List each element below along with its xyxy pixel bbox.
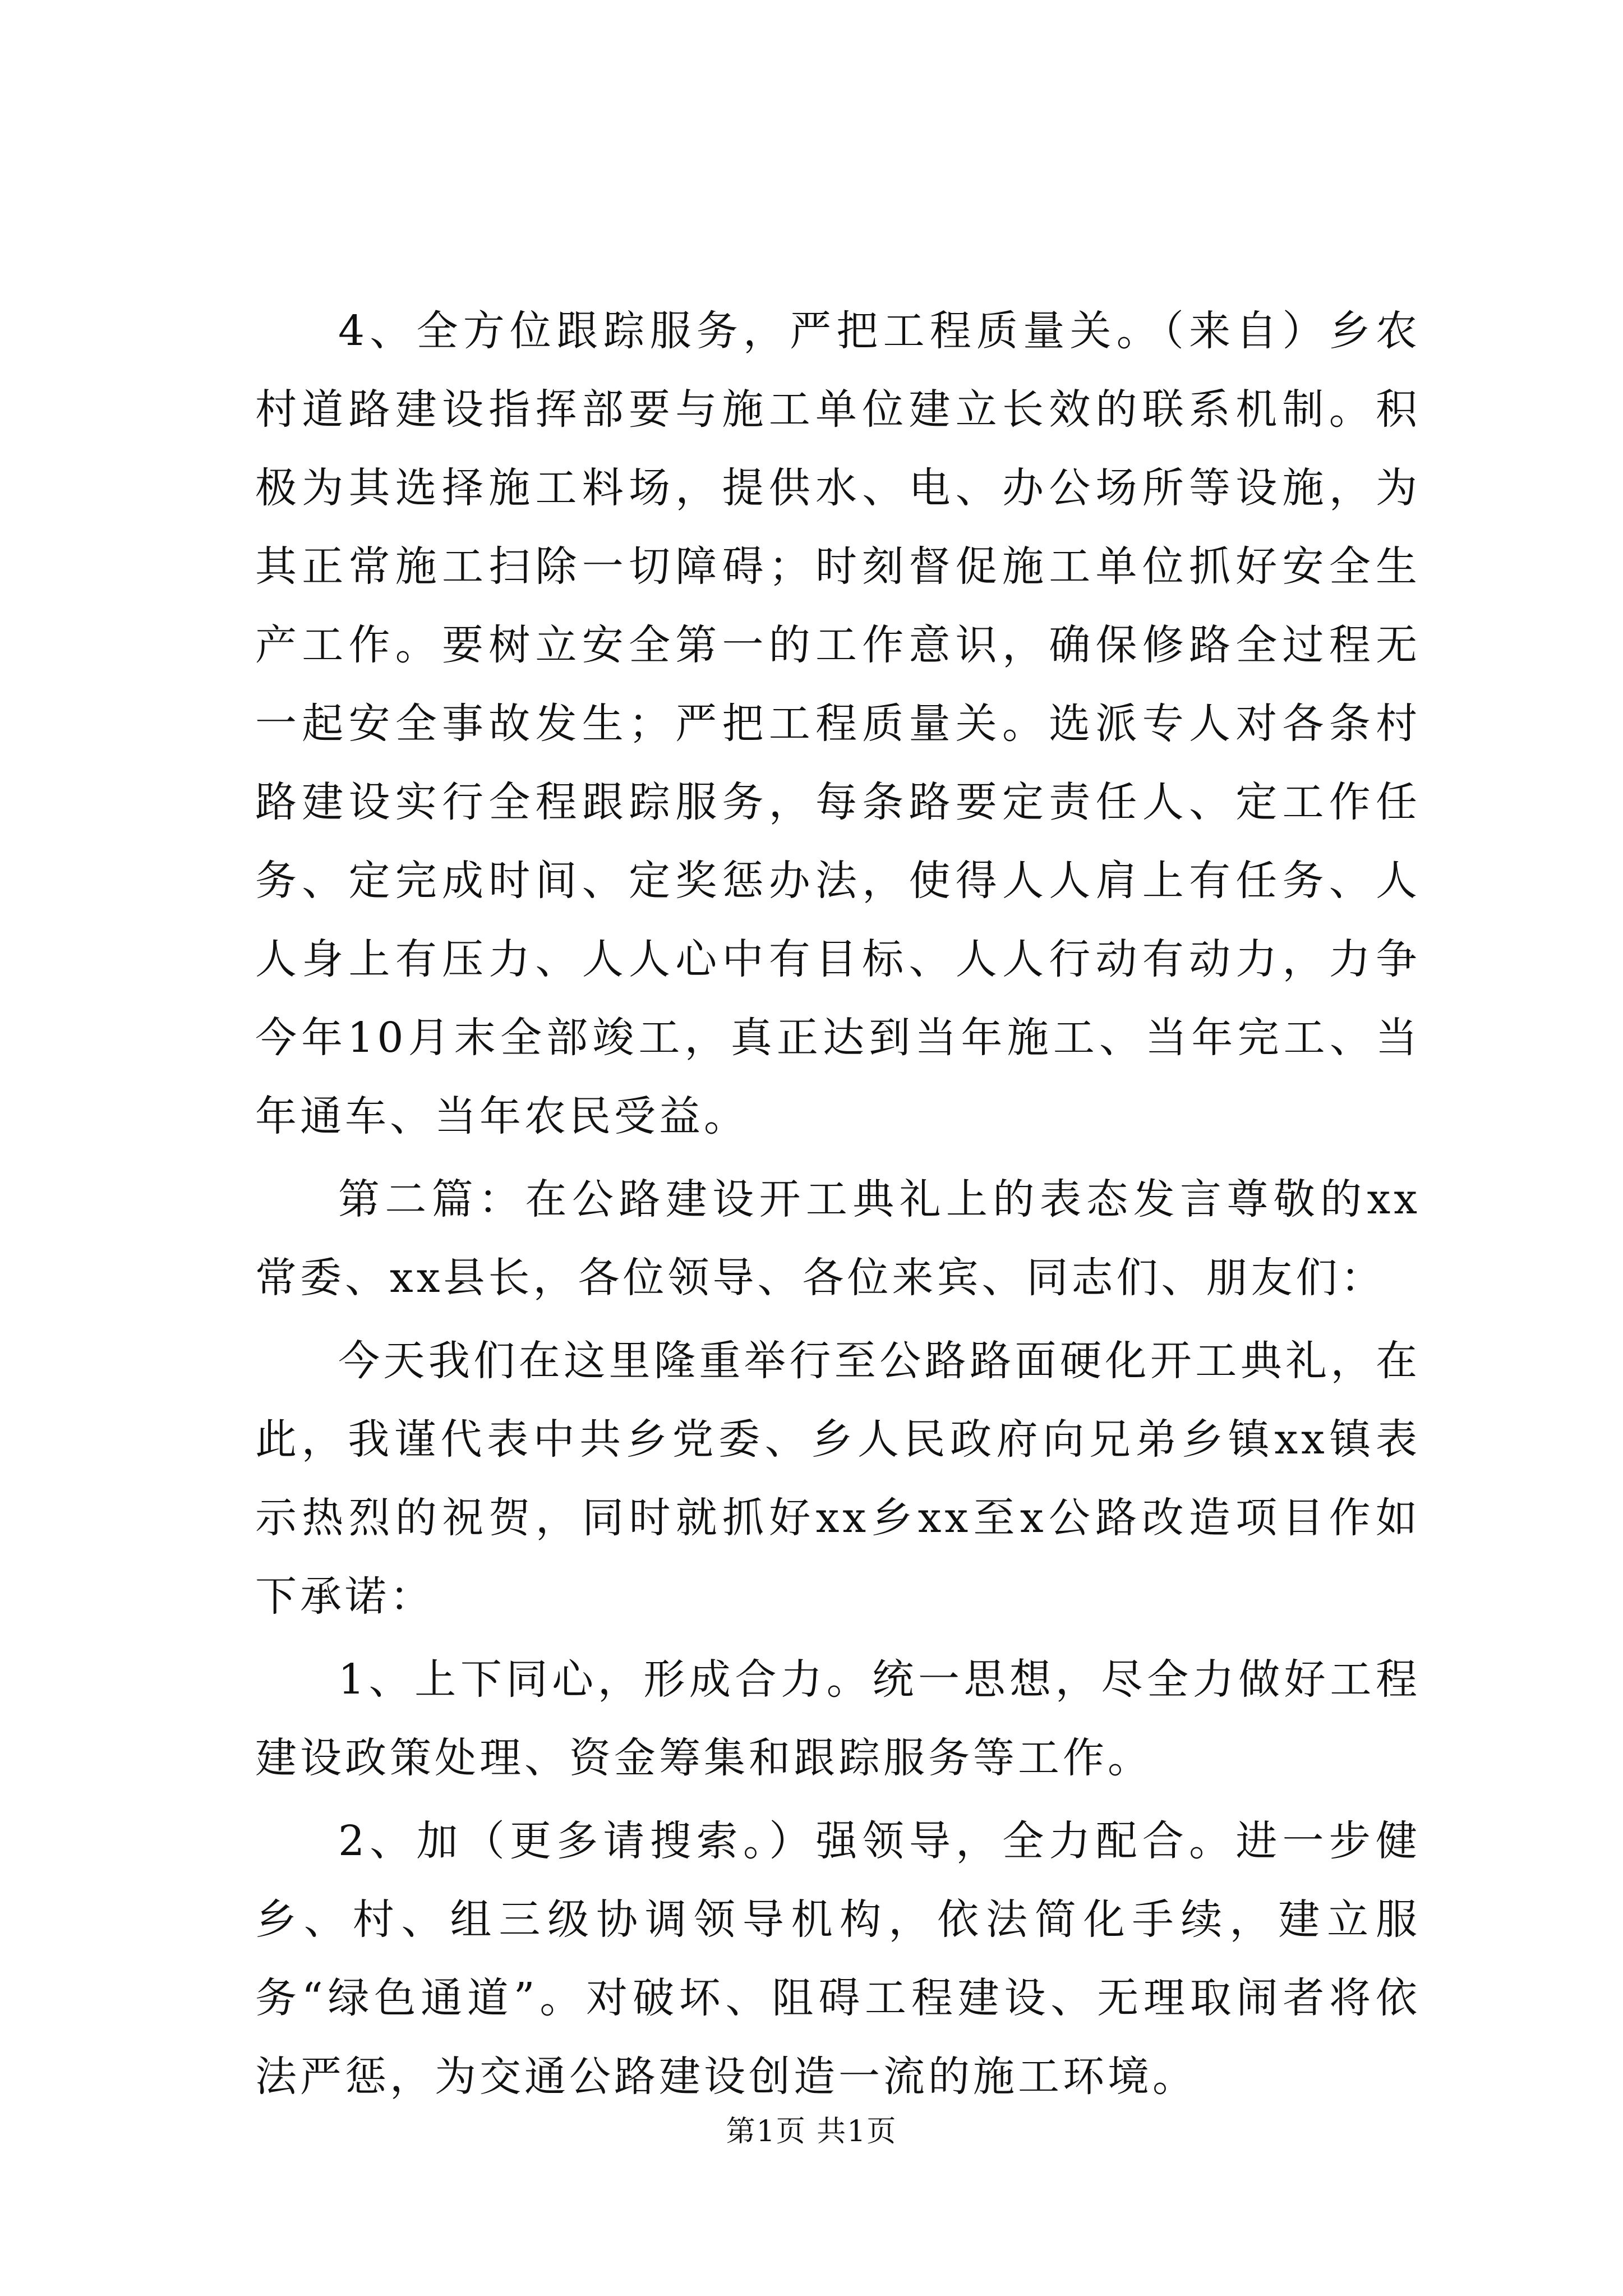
paragraph-section-two-heading: 第二篇：在公路建设开工典礼上的表态发言尊敬的xx常委、xx县长，各位领导、各位来宾、同志们、朋友们： [255,1175,1421,1302]
paragraph-item-1-unity: 1、上下同心，形成合力。统一思想，尽全力做好工程建设政策处理、资金筹集和跟踪服务等工作。 [255,1655,1421,1782]
document-body [255,292,1421,2120]
page-number-footer: 第1页 共1页 [726,2115,897,2148]
paragraph-opening-remarks: 今天我们在这里隆重举行至公路路面硬化开工典礼，在此，我谨代表中共乡党委、乡人民政府向兄弟乡镇xx镇表示热烈的祝贺，同时就抓好xx乡xx至x公路改造项目作如下承诺： [255,1337,1421,1621]
paragraph-item-4-quality: 4、全方位跟踪服务，严把工程质量关。（来自）乡农村道路建设指挥部要与施工单位建立长效的联系机制。积极为其选择施工料场，提供水、电、办公场所等设施，为其正常施工扫除一切障碍；时刻督促施工单位抓好安全生产工作。要树立安全第一的工作意识，确保修路全过程无一起安全事故发生；严把工程质量关。选派专人对各条村路建设实行全程跟踪服务，每条路要定责任人、定工作任务、定完成时间、定奖惩办法，使得人人肩上有任务、人人身上有压力、人人心中有目标、人人行动有动力，力争今年10月末全部竣工，真正达到当年施工、当年完工、当年通车、当年农民受益。 [255,307,1421,1140]
paragraph-item-2-leadership: 2、加（更多请搜索。）强领导，全力配合。进一步健乡、村、组三级协调领导机构，依法简化手续，建立服务“绿色通道”。对破坏、阻碍工程建设、无理取闹者将依法严惩，为交通公路建设创造一流的施工环境。 [255,1817,1421,2101]
